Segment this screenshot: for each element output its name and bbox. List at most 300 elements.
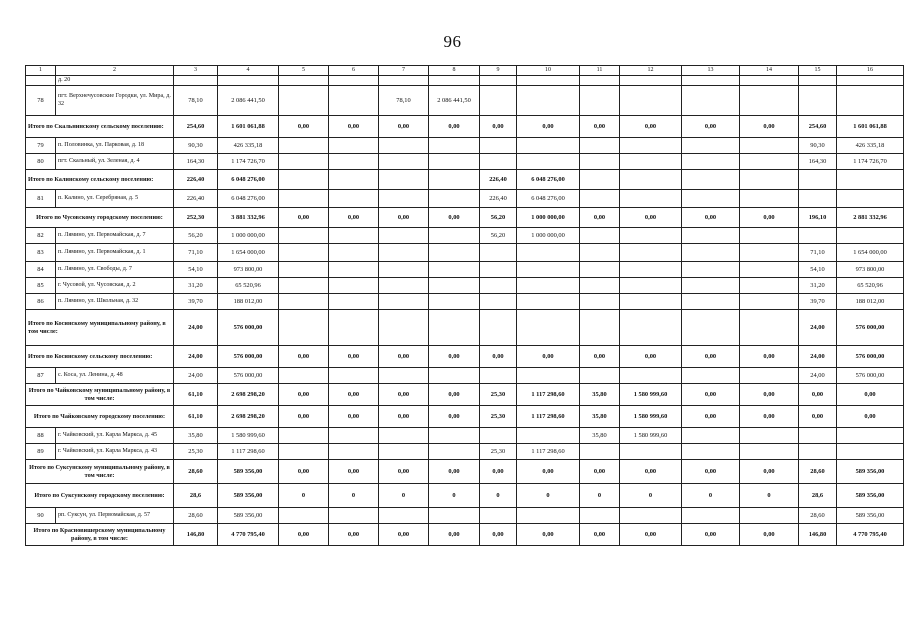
value-cell: 0,00 <box>379 524 429 546</box>
value-cell: 24,00 <box>799 346 837 368</box>
value-cell: 0,00 <box>329 406 379 428</box>
value-cell <box>620 310 682 346</box>
value-cell <box>279 244 329 262</box>
value-cell <box>429 190 480 208</box>
value-cell: 0,00 <box>379 384 429 406</box>
value-cell: 0,00 <box>279 460 329 484</box>
total-row <box>26 406 904 428</box>
value-cell: 0 <box>429 484 480 508</box>
value-cell <box>329 368 379 384</box>
column-number: 14 <box>740 66 799 76</box>
value-cell: 1 000 000,00 <box>517 228 580 244</box>
cost-cell: 6 048 276,00 <box>218 190 279 208</box>
value-cell <box>517 508 580 524</box>
value-cell: 0,00 <box>740 524 799 546</box>
value-cell <box>379 294 429 310</box>
value-cell <box>329 154 379 170</box>
value-cell <box>740 444 799 460</box>
total-label: Итого по Суксунскому городскому поселению: <box>26 484 174 508</box>
value-cell: 78,10 <box>379 86 429 116</box>
value-cell <box>279 444 329 460</box>
value-cell <box>682 228 740 244</box>
value-cell <box>799 444 837 460</box>
value-cell: 0,00 <box>580 208 620 228</box>
value-cell <box>218 76 279 86</box>
value-cell: 0,00 <box>580 116 620 138</box>
value-cell <box>429 310 480 346</box>
cost-cell: 2 698 298,20 <box>218 406 279 428</box>
value-cell <box>329 228 379 244</box>
value-cell: 0 <box>517 484 580 508</box>
table-row <box>26 76 904 86</box>
area-cell: 35,80 <box>174 428 218 444</box>
value-cell <box>682 294 740 310</box>
value-cell <box>740 154 799 170</box>
table-row <box>26 278 904 294</box>
total-row <box>26 346 904 368</box>
value-cell <box>429 76 480 86</box>
total-row <box>26 524 904 546</box>
value-cell: 0 <box>580 484 620 508</box>
area-cell: 56,20 <box>174 228 218 244</box>
value-cell <box>799 190 837 208</box>
value-cell: 0,00 <box>682 208 740 228</box>
value-cell: 0 <box>480 484 517 508</box>
value-cell <box>580 76 620 86</box>
value-cell: 56,20 <box>480 208 517 228</box>
value-cell <box>837 190 904 208</box>
value-cell: 196,10 <box>799 208 837 228</box>
column-number: 7 <box>379 66 429 76</box>
value-cell <box>620 138 682 154</box>
value-cell <box>740 508 799 524</box>
value-cell <box>837 86 904 116</box>
value-cell: 1 580 999,60 <box>620 428 682 444</box>
value-cell: 4 770 795,40 <box>837 524 904 546</box>
value-cell: 254,60 <box>799 116 837 138</box>
cost-cell: 973 800,00 <box>218 262 279 278</box>
value-cell <box>837 76 904 86</box>
value-cell: 6 048 276,00 <box>517 170 580 190</box>
column-number: 12 <box>620 66 682 76</box>
cost-cell: 1 174 726,70 <box>218 154 279 170</box>
table-row <box>26 190 904 208</box>
area-cell: 252,30 <box>174 208 218 228</box>
value-cell: 0,00 <box>279 116 329 138</box>
value-cell <box>580 278 620 294</box>
total-row <box>26 208 904 228</box>
value-cell <box>580 190 620 208</box>
value-cell: 0 <box>740 484 799 508</box>
cost-cell: 4 770 795,40 <box>218 524 279 546</box>
value-cell: 188 012,00 <box>837 294 904 310</box>
value-cell <box>329 428 379 444</box>
page-number: 96 <box>443 32 462 51</box>
total-label: Итого по Чайковскому городскому поселению: <box>26 406 174 428</box>
value-cell <box>799 228 837 244</box>
value-cell <box>517 310 580 346</box>
value-cell <box>480 428 517 444</box>
value-cell <box>379 76 429 86</box>
value-cell <box>682 190 740 208</box>
address-cell: п. Лямино, ул. Первомайская, д. 7 <box>56 228 174 244</box>
value-cell <box>379 170 429 190</box>
row-number: 82 <box>26 228 56 244</box>
cost-cell: 2 086 441,50 <box>218 86 279 116</box>
value-cell <box>329 138 379 154</box>
value-cell: 90,30 <box>799 138 837 154</box>
value-cell <box>682 444 740 460</box>
value-cell <box>620 444 682 460</box>
value-cell: 0,00 <box>837 384 904 406</box>
cost-cell: 65 520,96 <box>218 278 279 294</box>
cost-cell: 589 356,00 <box>218 460 279 484</box>
value-cell <box>429 244 480 262</box>
value-cell: 0 <box>379 484 429 508</box>
value-cell <box>329 76 379 86</box>
area-cell: 54,10 <box>174 262 218 278</box>
cost-cell: 589 356,00 <box>218 508 279 524</box>
value-cell <box>279 228 329 244</box>
value-cell <box>429 278 480 294</box>
area-cell: 24,00 <box>174 368 218 384</box>
table-row <box>26 154 904 170</box>
value-cell: 0,00 <box>279 208 329 228</box>
value-cell <box>682 278 740 294</box>
value-cell <box>682 368 740 384</box>
value-cell <box>329 310 379 346</box>
value-cell: 56,20 <box>480 228 517 244</box>
column-number: 3 <box>174 66 218 76</box>
value-cell: 0,00 <box>740 460 799 484</box>
value-cell <box>329 244 379 262</box>
value-cell: 0,00 <box>620 524 682 546</box>
row-number: 90 <box>26 508 56 524</box>
total-label: Итого по Красновишерскому муниципальному району, в том числе: <box>26 524 174 546</box>
value-cell <box>429 228 480 244</box>
cost-cell: 6 048 276,00 <box>218 170 279 190</box>
value-cell: 24,00 <box>799 368 837 384</box>
value-cell: 0,00 <box>329 384 379 406</box>
value-cell <box>682 262 740 278</box>
value-cell <box>620 368 682 384</box>
cost-cell: 1 117 298,60 <box>218 444 279 460</box>
value-cell <box>279 190 329 208</box>
value-cell <box>620 508 682 524</box>
value-cell <box>429 138 480 154</box>
value-cell <box>580 170 620 190</box>
value-cell <box>620 76 682 86</box>
value-cell: 0,00 <box>329 460 379 484</box>
cost-cell: 1 580 999,60 <box>218 428 279 444</box>
value-cell <box>682 138 740 154</box>
value-cell <box>740 138 799 154</box>
value-cell <box>799 428 837 444</box>
value-cell: 0,00 <box>429 116 480 138</box>
value-cell <box>517 294 580 310</box>
value-cell <box>682 508 740 524</box>
cost-cell: 1 654 000,00 <box>218 244 279 262</box>
value-cell <box>580 262 620 278</box>
value-cell: 0,00 <box>740 116 799 138</box>
value-cell: 0,00 <box>480 460 517 484</box>
value-cell <box>379 508 429 524</box>
value-cell: 0,00 <box>429 346 480 368</box>
value-cell <box>580 154 620 170</box>
total-label: Итого по Суксунскому муниципальному району, в том числе: <box>26 460 174 484</box>
value-cell <box>480 154 517 170</box>
value-cell <box>682 86 740 116</box>
value-cell: 1 654 000,00 <box>837 244 904 262</box>
value-cell: 1 174 726,70 <box>837 154 904 170</box>
value-cell <box>682 244 740 262</box>
column-number: 1 <box>26 66 56 76</box>
value-cell <box>580 294 620 310</box>
value-cell <box>620 294 682 310</box>
total-row <box>26 460 904 484</box>
resettlement-table <box>25 65 904 546</box>
value-cell: 0,00 <box>279 384 329 406</box>
value-cell: 576 000,00 <box>837 368 904 384</box>
value-cell <box>740 278 799 294</box>
value-cell <box>279 170 329 190</box>
value-cell: 0,00 <box>329 524 379 546</box>
value-cell: 1 117 298,60 <box>517 406 580 428</box>
address-cell: г. Чайковский, ул. Карла Маркса, д. 43 <box>56 444 174 460</box>
table-row <box>26 262 904 278</box>
value-cell <box>429 444 480 460</box>
value-cell <box>740 76 799 86</box>
value-cell: 28,60 <box>799 460 837 484</box>
value-cell: 1 117 298,60 <box>517 444 580 460</box>
value-cell: 0,00 <box>517 460 580 484</box>
total-row <box>26 170 904 190</box>
value-cell: 0,00 <box>620 346 682 368</box>
value-cell <box>480 138 517 154</box>
value-cell <box>379 262 429 278</box>
value-cell: 0,00 <box>740 208 799 228</box>
value-cell <box>329 508 379 524</box>
value-cell <box>517 278 580 294</box>
value-cell: 39,70 <box>799 294 837 310</box>
value-cell: 0,00 <box>379 346 429 368</box>
value-cell <box>279 428 329 444</box>
value-cell: 0,00 <box>279 524 329 546</box>
value-cell <box>620 190 682 208</box>
column-number: 11 <box>580 66 620 76</box>
value-cell <box>480 278 517 294</box>
value-cell <box>620 86 682 116</box>
table-row <box>26 444 904 460</box>
row-number: 80 <box>26 154 56 170</box>
value-cell <box>480 262 517 278</box>
value-cell <box>740 368 799 384</box>
value-cell: 589 356,00 <box>837 460 904 484</box>
value-cell <box>429 154 480 170</box>
total-row <box>26 310 904 346</box>
table-row <box>26 228 904 244</box>
value-cell: 0,00 <box>799 406 837 428</box>
address-cell: пгт. Верхнечусовские Городки, ул. Мира, д. 32 <box>56 86 174 116</box>
value-cell <box>480 368 517 384</box>
value-cell: 24,00 <box>799 310 837 346</box>
area-cell: 146,80 <box>174 524 218 546</box>
value-cell: 31,20 <box>799 278 837 294</box>
value-cell: 0,00 <box>429 524 480 546</box>
area-cell: 61,10 <box>174 384 218 406</box>
value-cell <box>580 86 620 116</box>
address-cell: г. Чайковский, ул. Карла Маркса, д. 45 <box>56 428 174 444</box>
value-cell: 0,00 <box>682 346 740 368</box>
value-cell <box>799 170 837 190</box>
value-cell <box>740 190 799 208</box>
value-cell <box>620 262 682 278</box>
value-cell: 0,00 <box>682 406 740 428</box>
value-cell <box>329 444 379 460</box>
value-cell: 65 520,96 <box>837 278 904 294</box>
value-cell <box>429 428 480 444</box>
value-cell: 0,00 <box>329 116 379 138</box>
value-cell <box>620 244 682 262</box>
value-cell <box>379 310 429 346</box>
area-cell: 226,40 <box>174 190 218 208</box>
value-cell: 0,00 <box>480 524 517 546</box>
value-cell <box>279 262 329 278</box>
value-cell <box>429 368 480 384</box>
value-cell: 0,00 <box>329 208 379 228</box>
value-cell: 1 117 298,60 <box>517 384 580 406</box>
value-cell: 0,00 <box>580 346 620 368</box>
value-cell <box>279 86 329 116</box>
column-number: 16 <box>837 66 904 76</box>
value-cell <box>682 154 740 170</box>
address-cell: п. Калино, ул. Серебряная, д. 5 <box>56 190 174 208</box>
value-cell <box>580 310 620 346</box>
value-cell: 0,00 <box>517 346 580 368</box>
cost-cell: 576 000,00 <box>218 346 279 368</box>
value-cell: 0,00 <box>517 524 580 546</box>
value-cell: 164,30 <box>799 154 837 170</box>
row-number: 83 <box>26 244 56 262</box>
value-cell <box>580 508 620 524</box>
area-cell: 61,10 <box>174 406 218 428</box>
value-cell: 35,80 <box>580 428 620 444</box>
value-cell: 0,00 <box>620 208 682 228</box>
table-row <box>26 244 904 262</box>
cost-cell: 589 356,00 <box>218 484 279 508</box>
address-cell: рп. Суксун, ул. Первомайская, д. 57 <box>56 508 174 524</box>
value-cell <box>279 294 329 310</box>
value-cell <box>174 76 218 86</box>
area-cell: 71,10 <box>174 244 218 262</box>
area-cell: 24,00 <box>174 346 218 368</box>
cost-cell: 1 000 000,00 <box>218 228 279 244</box>
value-cell: 0,00 <box>517 116 580 138</box>
value-cell <box>837 228 904 244</box>
value-cell: 1 580 999,60 <box>620 406 682 428</box>
value-cell: 1 580 999,60 <box>620 384 682 406</box>
table-row <box>26 294 904 310</box>
value-cell <box>517 76 580 86</box>
value-cell <box>837 428 904 444</box>
value-cell: 0,00 <box>682 384 740 406</box>
row-number: 79 <box>26 138 56 154</box>
value-cell <box>837 444 904 460</box>
value-cell: 0,00 <box>480 116 517 138</box>
value-cell <box>517 138 580 154</box>
value-cell: 0,00 <box>429 406 480 428</box>
value-cell <box>279 76 329 86</box>
value-cell <box>480 294 517 310</box>
cost-cell: 576 000,00 <box>218 368 279 384</box>
value-cell: 0,00 <box>429 208 480 228</box>
value-cell: 0,00 <box>429 460 480 484</box>
total-label: Итого по Косинскому сельскому поселению: <box>26 346 174 368</box>
table-row <box>26 428 904 444</box>
value-cell <box>837 170 904 190</box>
row-number: 86 <box>26 294 56 310</box>
area-cell: 226,40 <box>174 170 218 190</box>
value-cell: 146,80 <box>799 524 837 546</box>
value-cell: 0,00 <box>740 346 799 368</box>
cost-cell: 1 601 061,88 <box>218 116 279 138</box>
value-cell <box>279 138 329 154</box>
value-cell: 0,00 <box>279 406 329 428</box>
address-cell: п. Лямино, ул. Школьная, д. 32 <box>56 294 174 310</box>
value-cell: 1 601 061,88 <box>837 116 904 138</box>
address-cell: п. Лямино, ул. Свободы, д. 7 <box>56 262 174 278</box>
value-cell: 0 <box>329 484 379 508</box>
value-cell: 0,00 <box>279 346 329 368</box>
value-cell: 589 356,00 <box>837 484 904 508</box>
value-cell <box>740 244 799 262</box>
value-cell: 0,00 <box>379 116 429 138</box>
value-cell: 2 086 441,50 <box>429 86 480 116</box>
value-cell: 35,80 <box>580 406 620 428</box>
area-cell: 28,60 <box>174 508 218 524</box>
value-cell: 589 356,00 <box>837 508 904 524</box>
value-cell: 0,00 <box>620 460 682 484</box>
value-cell <box>480 76 517 86</box>
value-cell: 25,30 <box>480 406 517 428</box>
value-cell: 0,00 <box>379 406 429 428</box>
value-cell <box>620 228 682 244</box>
cost-cell: 426 335,18 <box>218 138 279 154</box>
value-cell <box>279 278 329 294</box>
area-cell: 164,30 <box>174 154 218 170</box>
value-cell <box>580 244 620 262</box>
value-cell <box>480 244 517 262</box>
area-cell: 28,6 <box>174 484 218 508</box>
value-cell <box>740 262 799 278</box>
value-cell <box>740 310 799 346</box>
value-cell: 0,00 <box>379 208 429 228</box>
value-cell <box>580 444 620 460</box>
area-cell: 28,60 <box>174 460 218 484</box>
value-cell: 25,30 <box>480 444 517 460</box>
value-cell <box>429 294 480 310</box>
value-cell: 0,00 <box>329 346 379 368</box>
column-number: 15 <box>799 66 837 76</box>
total-row <box>26 484 904 508</box>
column-number-row <box>26 66 904 76</box>
address-cell: п. Лямино, ул. Первомайская, д. 1 <box>56 244 174 262</box>
row-number: 81 <box>26 190 56 208</box>
value-cell <box>379 244 429 262</box>
row-number <box>26 76 56 86</box>
value-cell <box>682 310 740 346</box>
value-cell <box>379 444 429 460</box>
